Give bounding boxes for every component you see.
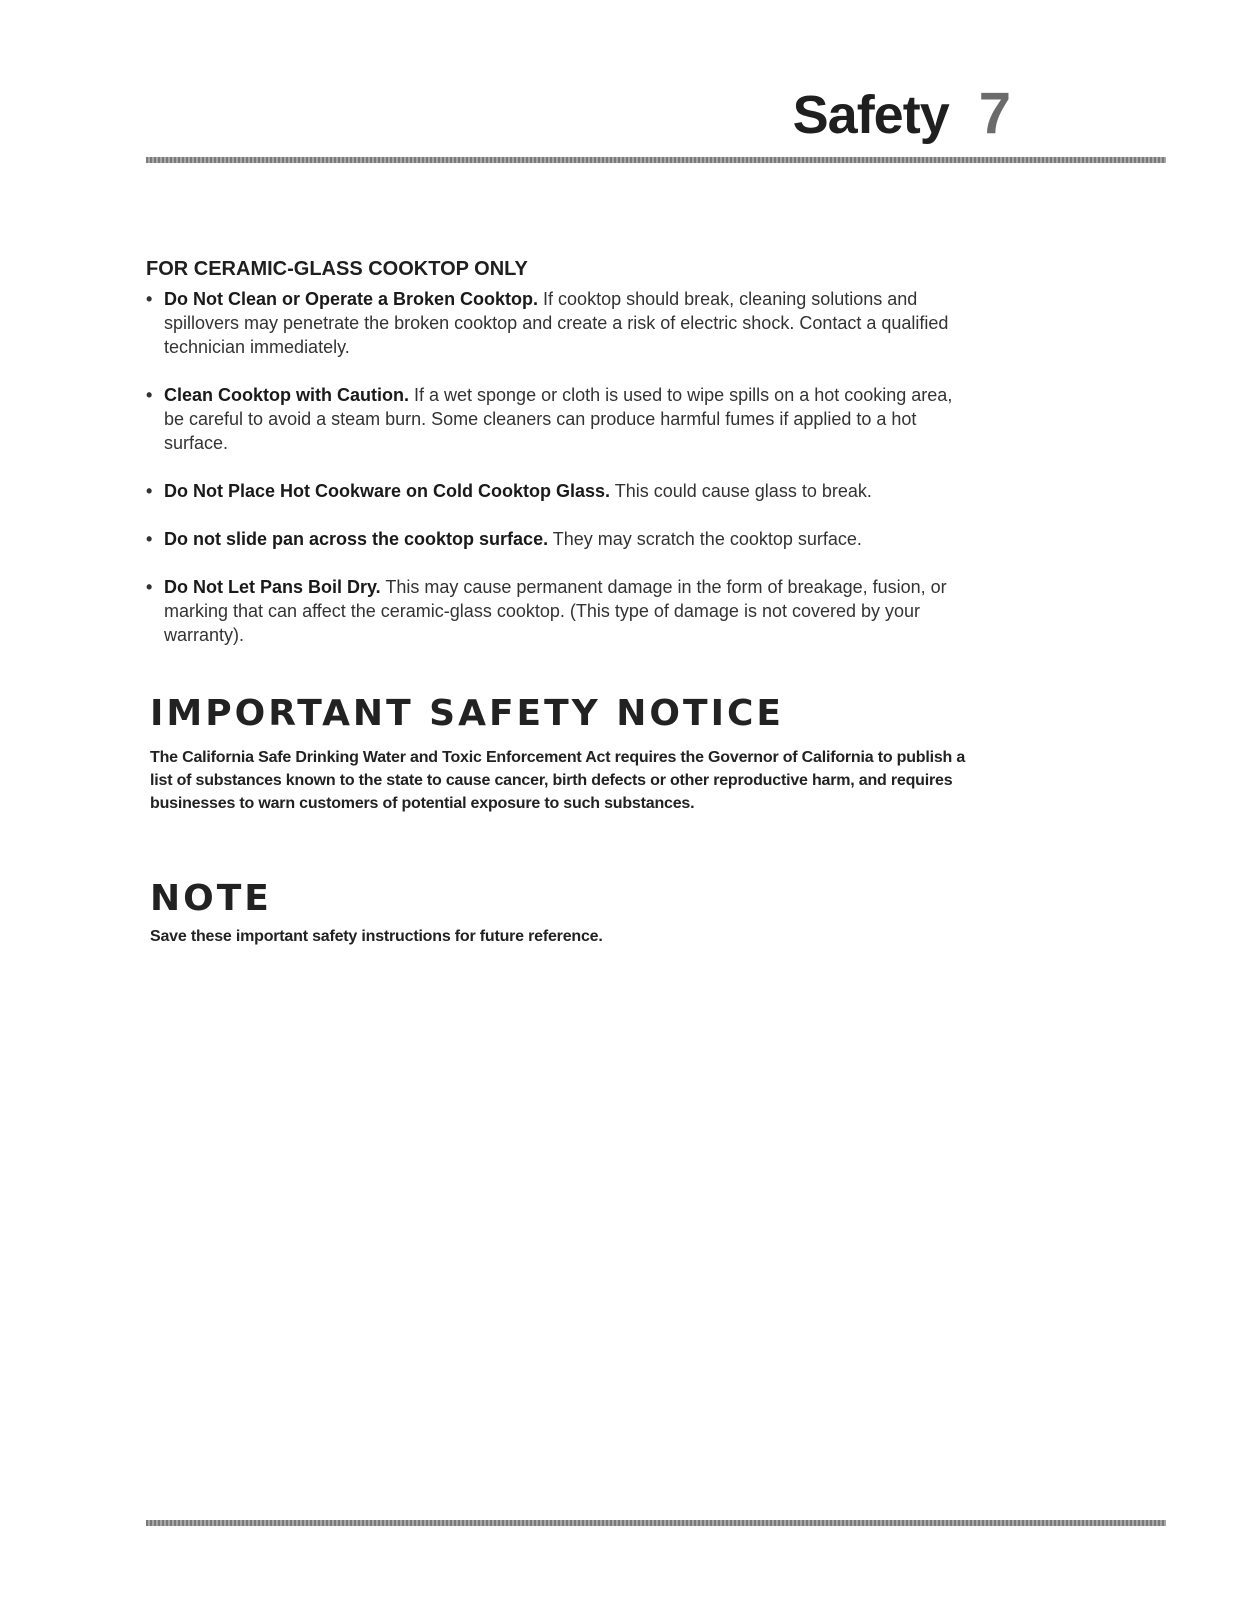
bullet-icon: • — [146, 577, 153, 597]
page-header — [793, 80, 1011, 147]
bullet-icon: • — [146, 529, 153, 549]
item-lead: Clean Cooktop with Caution. — [164, 385, 409, 405]
item-text: This may cause permanent damage in the form of breakage, fusion, or marking that can affect the ceramic-glass cooktop. (This type of damage is not covered by your warranty). — [164, 577, 947, 645]
item-lead: Do Not Place Hot Cookware on Cold Cooktop Glass. — [164, 481, 611, 501]
bullet-icon: • — [146, 385, 153, 405]
item-lead: Do not slide pan across the cooktop surface. — [164, 529, 549, 549]
safety-list — [146, 287, 966, 647]
notice-body: The California Safe Drinking Water and Toxic Enforcement Act requires the Governor of California to publish a list of substances known to the state to cause cancer, birth defects or other reproductive harm, and requires businesses to warn customers of potential exposure to such substances. — [150, 749, 966, 812]
bullet-icon: • — [146, 481, 153, 501]
item-lead: Do Not Let Pans Boil Dry. — [164, 577, 381, 597]
footer-divider — [146, 1520, 1166, 1526]
item-text: This could cause glass to break. — [610, 481, 872, 501]
header-divider — [146, 157, 1166, 163]
note-heading: NOTE — [150, 878, 272, 919]
list-item — [146, 575, 966, 647]
item-lead: Do Not Clean or Operate a Broken Cooktop. — [164, 289, 539, 309]
note-body: Save these important safety instructions for future reference. — [150, 928, 603, 945]
notice-heading: IMPORTANT SAFETY NOTICE — [150, 693, 784, 734]
bullet-icon: • — [146, 289, 153, 309]
page-number: 7 — [978, 81, 1011, 146]
item-text: They may scratch the cooktop surface. — [548, 529, 862, 549]
list-item — [146, 287, 966, 359]
list-item — [146, 527, 966, 551]
section-heading: FOR CERAMIC-GLASS COOKTOP ONLY — [146, 258, 528, 280]
item-text: If cooktop should break, cleaning solutions and spillovers may penetrate the broken cooktop and create a risk of electric shock. Contact a qualified technician immediately. — [164, 289, 949, 357]
ceramic-section — [146, 258, 966, 671]
list-item — [146, 383, 966, 455]
item-text: If a wet sponge or cloth is used to wipe spills on a hot cooking area, be careful to avoid a steam burn. Some cleaners can produce harmful fumes if applied to a hot surface. — [164, 385, 953, 453]
page-title: Safety — [792, 85, 949, 145]
list-item — [146, 479, 966, 503]
